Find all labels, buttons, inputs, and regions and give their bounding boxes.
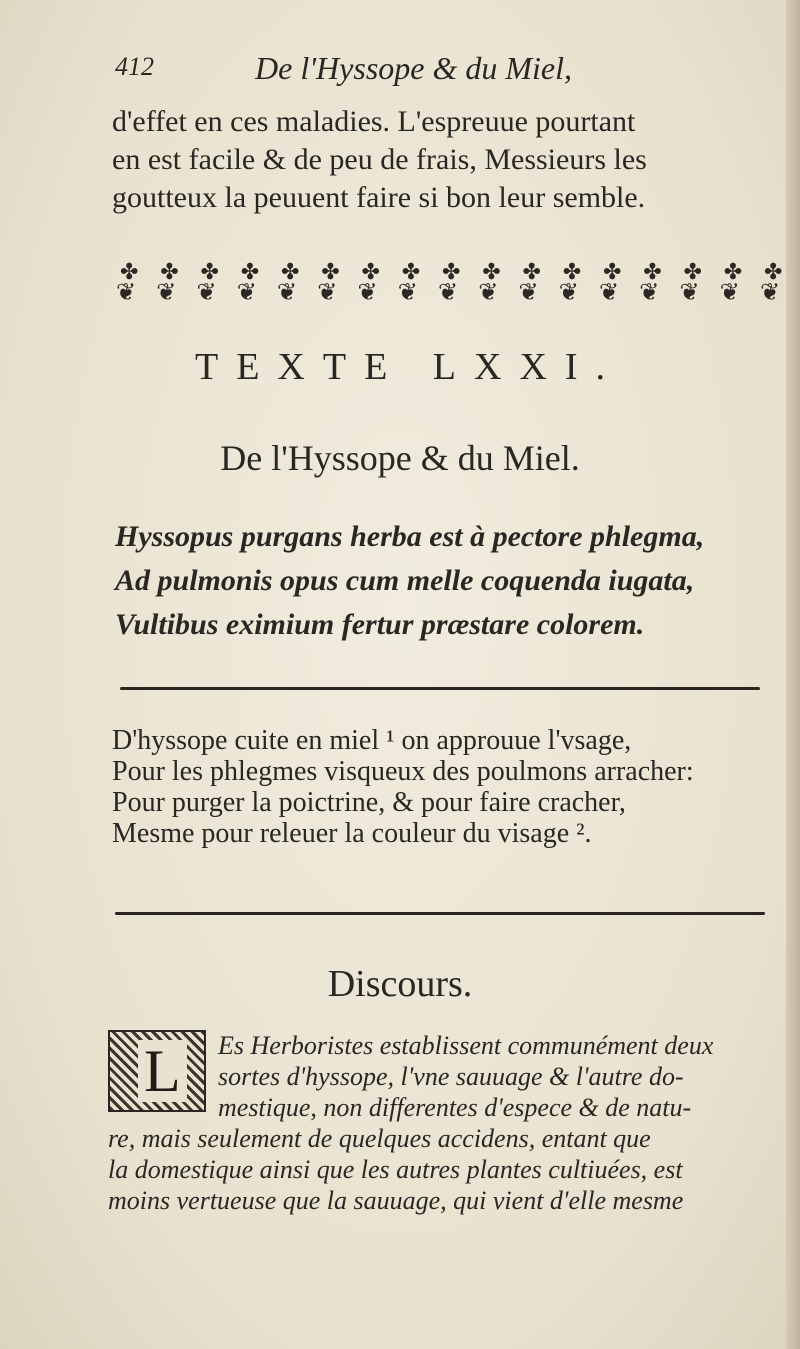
- divider-rule: [115, 912, 765, 915]
- commentary-line: la domestique ainsi que les autres plantes cultiuées, est: [108, 1155, 683, 1184]
- verse-line: Pour les phlegmes visqueux des poulmons arracher:: [112, 756, 694, 787]
- latin-line: Vultibus eximium fertur præstare colorem.: [115, 608, 645, 641]
- latin-line: Ad pulmonis opus cum melle coquenda iugata,: [115, 564, 695, 597]
- page-header: [115, 52, 715, 92]
- fleuron-icon: [152, 264, 188, 304]
- commentary-line: sortes d'hyssope, l'vne sauuage & l'autre do-: [218, 1062, 684, 1091]
- paragraph-line: d'effet en ces maladies. L'espreuue pourtant: [112, 105, 636, 138]
- running-head: De l'Hyssope & du Miel,: [255, 50, 572, 86]
- french-verse: [112, 725, 792, 849]
- fleuron-icon: [233, 264, 269, 304]
- commentary-line: re, mais seulement de quelques accidens, entant que: [108, 1124, 651, 1153]
- fleuron-icon: [515, 264, 551, 304]
- verse-line: D'hyssope cuite en miel ¹ on approuue l'vsage,: [112, 725, 632, 756]
- paragraph-line: goutteux la peuuent faire si bon leur semble.: [112, 181, 646, 214]
- drop-cap-letter: L: [138, 1040, 187, 1102]
- fleuron-icon: [313, 264, 349, 304]
- divider-rule: [120, 687, 760, 690]
- fleuron-icon: [756, 264, 792, 304]
- fleuron-icon: [112, 264, 148, 304]
- fleuron-icon: [716, 264, 752, 304]
- fleuron-icon: [676, 264, 712, 304]
- fleuron-icon: [635, 264, 671, 304]
- fleuron-icon: [394, 264, 430, 304]
- decorated-initial: [108, 1030, 206, 1112]
- commentary-line: Es Herboristes establissent communément deux: [218, 1031, 714, 1060]
- texte-heading: TEXTE LXXI.: [195, 346, 624, 388]
- opening-paragraph: [112, 103, 792, 217]
- commentary-line: mestique, non differentes d'espece & de natu-: [218, 1093, 692, 1122]
- latin-verse: [115, 515, 795, 647]
- latin-line: Hyssopus purgans herba est à pectore phlegma,: [115, 520, 705, 553]
- fleuron-icon: [595, 264, 631, 304]
- page-number: 412: [115, 52, 154, 81]
- commentary-line: moins vertueuse que la sauuage, qui vient d'elle mesme: [108, 1186, 684, 1215]
- fleuron-icon: [555, 264, 591, 304]
- paragraph-line: en est facile & de peu de frais, Messieurs les: [112, 143, 647, 176]
- discours-heading: Discours.: [327, 963, 473, 1005]
- verse-line: Pour purger la poictrine, & pour faire cracher,: [112, 787, 626, 818]
- section-title: De l'Hyssope & du Miel.: [220, 438, 580, 478]
- fleuron-icon: [474, 264, 510, 304]
- commentary-paragraph: [108, 1030, 798, 1216]
- verse-line: Mesme pour releuer la couleur du visage ².: [112, 818, 592, 849]
- fleuron-icon: [193, 264, 229, 304]
- fleuron-icon: [273, 264, 309, 304]
- fleuron-icon: [434, 264, 470, 304]
- fleuron-icon: [354, 264, 390, 304]
- fleuron-band: [112, 262, 792, 306]
